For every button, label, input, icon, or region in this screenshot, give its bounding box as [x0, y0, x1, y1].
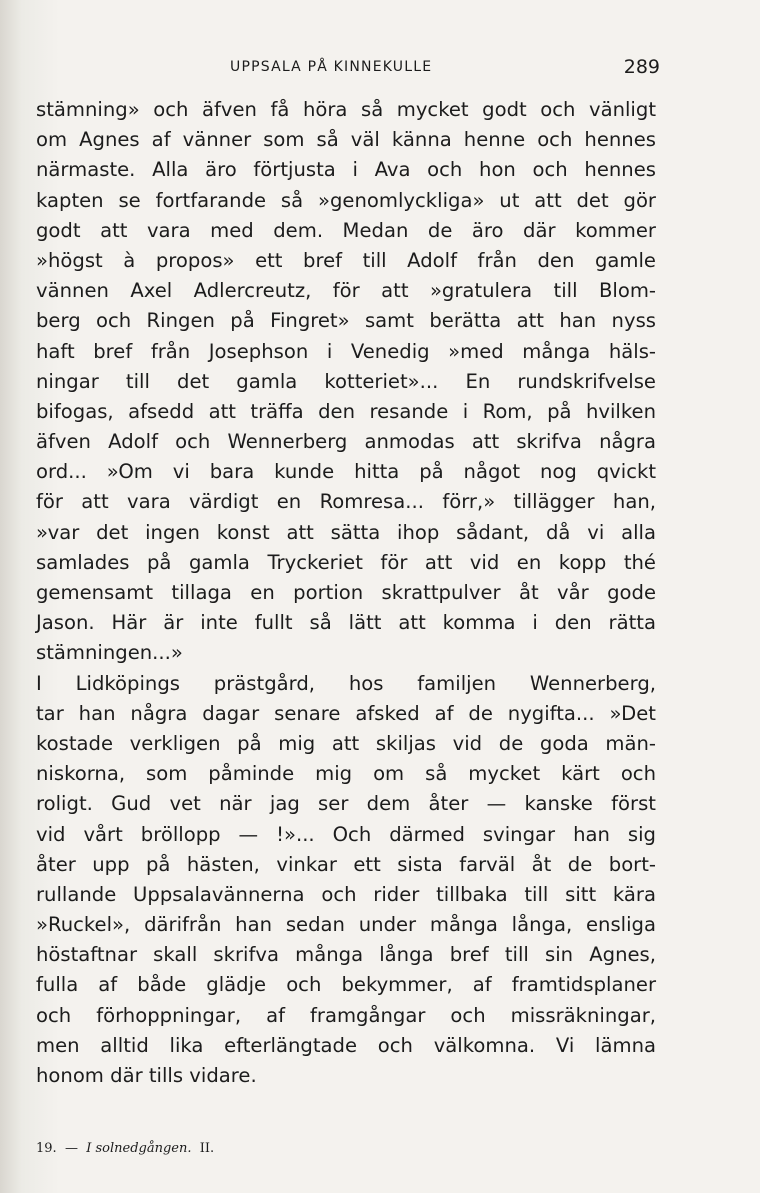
paragraph-start-line: I Lidköpings prästgård, hos familjen Wennerberg,	[36, 671, 656, 695]
text-line: Jason. Här är inte fullt så lätt att komma i den rätta	[36, 611, 656, 635]
text-line: vännen Axel Adlercreutz, för att »gratulera till Blom-	[36, 279, 656, 303]
text-line: rullande Uppsalavännerna och rider tillbaka till sitt kära	[36, 882, 656, 906]
running-title: UPPSALA PÅ KINNEKULLE	[230, 59, 433, 75]
text-line: kapten se fortfarande så »genomlyckliga» ut att det gör	[36, 188, 656, 212]
text-line: samlades på gamla Tryckeriet för att vid en kopp thé	[36, 550, 656, 574]
signature-title: I solnedgången.	[86, 1141, 192, 1156]
text-line: om Agnes af vänner som så väl känna henne och hennes	[36, 128, 656, 152]
signature-number: 19.	[36, 1141, 57, 1156]
text-line: haft bref från Josephson i Venedig »med många häls-	[36, 339, 656, 363]
text-line: höstaftnar skall skrifva många långa bref till sin Agnes,	[36, 943, 656, 967]
signature-footer	[36, 1141, 214, 1156]
text-line: honom där tills vidare.	[36, 1064, 257, 1087]
text-line: åter upp på hästen, vinkar ett sista farväl åt de bort-	[36, 852, 656, 876]
text-line: och förhoppningar, af framgångar och missräkningar,	[36, 1003, 656, 1027]
text-line: vid vårt bröllopp — !»... Och därmed svingar han sig	[36, 822, 656, 846]
text-line: äfven Adolf och Wennerberg anmodas att skrifva några	[36, 430, 656, 454]
body-text	[36, 95, 656, 1091]
text-line: »Ruckel», därifrån han sedan under många långa, ensliga	[36, 913, 656, 937]
text-line: stämningen...»	[36, 641, 183, 665]
text-line: gemensamt tillaga en portion skrattpulver åt vår gode	[36, 581, 656, 604]
text-line: ord... »Om vi bara kunde hitta på något nog qvickt	[36, 460, 656, 484]
text-line: berg och Ringen på Fingret» samt berätta att han nyss	[36, 309, 656, 333]
signature-volume: II.	[199, 1141, 215, 1156]
text-line: roligt. Gud vet när jag ser dem åter — kanske först	[36, 792, 656, 816]
signature-dash: —	[64, 1141, 78, 1156]
text-line: närmaste. Alla äro förtjusta i Ava och hon och hennes	[36, 158, 656, 182]
text-line: bifogas, afsedd att träffa den resande i Rom, på hvilken	[36, 399, 656, 423]
text-line: men alltid lika efterlängtade och välkomna. Vi lämna	[36, 1033, 656, 1057]
text-line: godt att vara med dem. Medan de äro där kommer	[36, 218, 656, 242]
text-line: niskorna, som påminde mig om så mycket kärt och	[36, 762, 656, 786]
text-line: fulla af både glädje och bekymmer, af framtidsplaner	[36, 973, 656, 997]
text-line: för att vara värdigt en Romresa... förr,» tillägger han,	[36, 490, 656, 514]
text-line: »högst à propos» ett bref till Adolf från den gamle	[36, 248, 656, 272]
running-header	[230, 56, 660, 80]
text-line: »var det ingen konst att sätta ihop sådant, då vi alla	[36, 520, 656, 544]
text-line: kostade verkligen på mig att skiljas vid de goda män-	[36, 731, 656, 755]
page-number: 289	[623, 56, 660, 78]
text-line: stämning» och äfven få höra så mycket godt och vänligt	[36, 98, 656, 121]
text-line: ningar till det gamla kotteriet»... En rundskrifvelse	[36, 369, 656, 393]
text-line: tar han några dagar senare afsked af de nygifta... »Det	[36, 701, 656, 725]
